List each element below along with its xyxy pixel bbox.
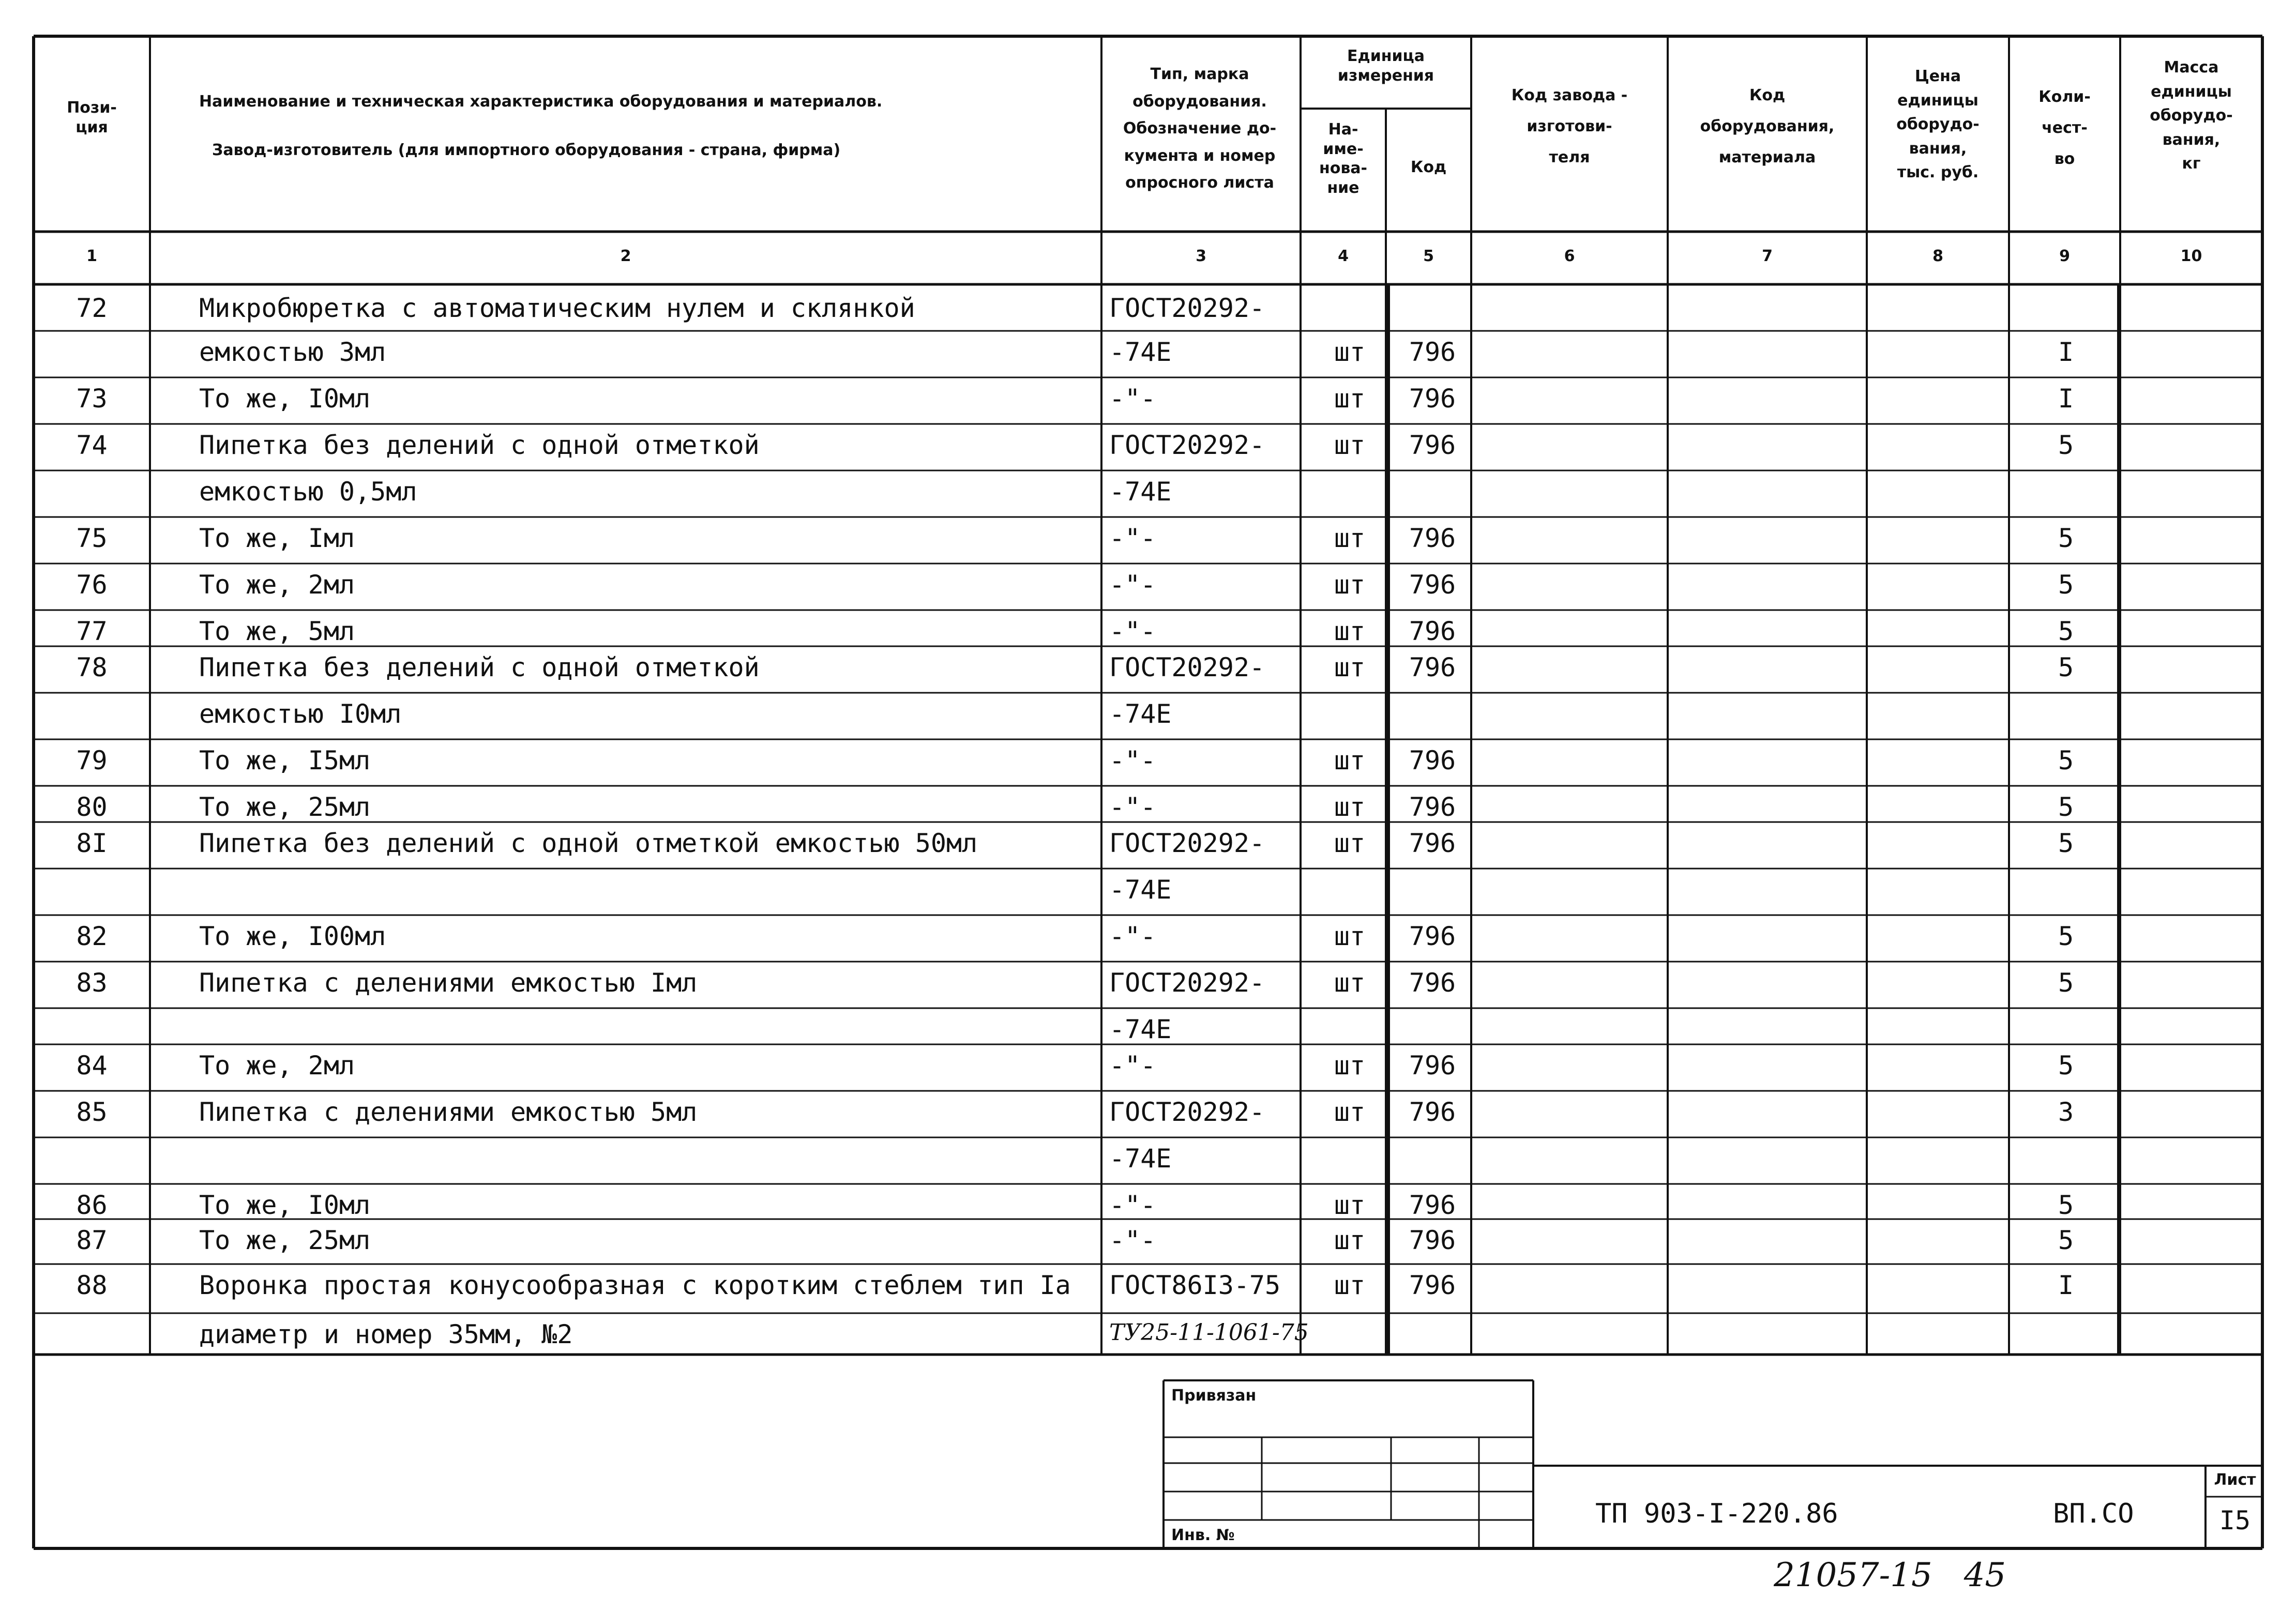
cell-doc: ГОСТ20292- [1109, 828, 1265, 858]
cell-name: Пипетка без делений с одной отметкой [199, 652, 760, 682]
cell-code: 796 [1409, 430, 1456, 460]
cell-doc: ГОСТ86I3-75 [1109, 1270, 1281, 1300]
column-number: 9 [2059, 247, 2070, 265]
cell-qty: 5 [2058, 616, 2074, 646]
cell-qty: 5 [2058, 523, 2074, 553]
cell-unit: шт [1334, 652, 1366, 682]
cell-name: То же, I0мл [199, 384, 371, 414]
cell-pos: 8I [76, 828, 108, 858]
header-equipment-code: Код оборудования, материала [1700, 86, 1835, 166]
column-number: 7 [1762, 247, 1773, 265]
cell-doc: -74Е [1109, 699, 1172, 729]
header-position: Пози- ция [67, 99, 117, 136]
cell-name: То же, Iмл [199, 523, 355, 553]
cell-unit: шт [1334, 570, 1366, 600]
column-number: 10 [2180, 247, 2202, 265]
cell-qty: 5 [2058, 968, 2074, 998]
column-number: 5 [1423, 247, 1434, 265]
cell-doc: ГОСТ20292- [1109, 430, 1265, 460]
cell-doc: -74Е [1109, 477, 1172, 507]
cell-pos: 79 [76, 746, 108, 775]
cell-name: То же, I00мл [199, 921, 386, 951]
cell-qty: 5 [2058, 1225, 2074, 1255]
cell-name: Пипетка без делений с одной отметкой [199, 430, 760, 460]
cell-qty: 3 [2058, 1097, 2074, 1127]
cell-code: 796 [1409, 792, 1456, 822]
cell-pos: 74 [76, 430, 108, 460]
cell-qty: I [2058, 384, 2074, 414]
cell-name: То же, 5мл [199, 616, 355, 646]
column-number: 6 [1564, 247, 1575, 265]
stamp-designation: ТП 903-I-220.86 [1595, 1498, 1838, 1529]
column-number: 8 [1932, 247, 1943, 265]
cell-name: Микробюретка с автоматическим нулем и склянкой [199, 293, 915, 323]
cell-pos: 76 [76, 570, 108, 600]
header-name-line1: Наименование и техническая характеристика оборудования и материалов. [199, 93, 883, 111]
header-manufacturer-code: Код завода - изготови- теля [1511, 86, 1628, 166]
cell-code: 796 [1409, 652, 1456, 682]
cell-code: 796 [1409, 1190, 1456, 1220]
cell-unit: шт [1334, 921, 1366, 951]
header-unit-group: Единица измерения [1337, 47, 1434, 85]
column-number: 1 [86, 247, 97, 265]
stamp-inv-number: Инв. № [1171, 1526, 1235, 1544]
cell-unit: шт [1334, 384, 1366, 414]
cell-code: 796 [1409, 1097, 1456, 1127]
column-number: 4 [1338, 247, 1349, 265]
cell-doc: ГОСТ20292- [1109, 652, 1265, 682]
stamp-privyazan: Привязан [1171, 1387, 1257, 1405]
cell-qty: 5 [2058, 1051, 2074, 1081]
cell-pos: 72 [76, 293, 108, 323]
cell-name: То же, I5мл [199, 746, 371, 775]
cell-name: диаметр и номер 35мм, №2 [199, 1319, 573, 1349]
cell-doc: ГОСТ20292- [1109, 968, 1265, 998]
stamp-list-number: I5 [2219, 1505, 2251, 1535]
cell-doc: ГОСТ20292- [1109, 1097, 1265, 1127]
header-mass: Масса единицы оборудо- вания, кг [2150, 58, 2233, 173]
header-type-doc: Тип, марка оборудования. Обозначение до- кумента и номер опросного листа [1123, 65, 1277, 192]
cell-code: 796 [1409, 1225, 1456, 1255]
stamp-section: ВП.СО [2053, 1498, 2134, 1529]
cell-code: 796 [1409, 337, 1456, 367]
cell-doc: -74Е [1109, 875, 1172, 905]
cell-unit: шт [1334, 337, 1366, 367]
cell-pos: 85 [76, 1097, 108, 1127]
cell-doc: -"- [1109, 616, 1156, 646]
cell-qty: 5 [2058, 921, 2074, 951]
cell-qty: 5 [2058, 652, 2074, 682]
cell-code: 796 [1409, 384, 1456, 414]
cell-pos: 80 [76, 792, 108, 822]
cell-qty: 5 [2058, 570, 2074, 600]
cell-name: То же, 25мл [199, 792, 371, 822]
cell-doc: -"- [1109, 570, 1156, 600]
cell-code: 796 [1409, 1270, 1456, 1300]
cell-doc: -"- [1109, 792, 1156, 822]
cell-pos: 86 [76, 1190, 108, 1220]
cell-pos: 88 [76, 1270, 108, 1300]
cell-name: Пипетка без делений с одной отметкой емкостью 50мл [199, 828, 978, 858]
column-number: 2 [620, 247, 631, 265]
cell-name: Пипетка с делениями емкостью 5мл [199, 1097, 698, 1127]
cell-pos: 87 [76, 1225, 108, 1255]
cell-doc: -"- [1109, 746, 1156, 775]
cell-unit: шт [1334, 1225, 1366, 1255]
cell-doc: -74Е [1109, 337, 1172, 367]
cell-name: То же, 25мл [199, 1225, 371, 1255]
cell-unit: шт [1334, 746, 1366, 775]
cell-code: 796 [1409, 968, 1456, 998]
cell-unit: шт [1334, 1097, 1366, 1127]
cell-doc: -"- [1109, 1051, 1156, 1081]
cell-pos: 84 [76, 1051, 108, 1081]
stamp-list-label: Лист [2214, 1471, 2256, 1489]
cell-qty: 5 [2058, 1190, 2074, 1220]
cell-code: 796 [1409, 746, 1456, 775]
cell-name: Пипетка с делениями емкостью Iмл [199, 968, 698, 998]
cell-unit: шт [1334, 616, 1366, 646]
cell-unit: шт [1334, 1051, 1366, 1081]
cell-unit: шт [1334, 828, 1366, 858]
cell-pos: 77 [76, 616, 108, 646]
cell-doc: ТУ25-11-1061-75 [1109, 1319, 1309, 1346]
cell-unit: шт [1334, 792, 1366, 822]
cell-doc: -"- [1109, 523, 1156, 553]
cell-name: То же, 2мл [199, 1051, 355, 1081]
cell-doc: -"- [1109, 1225, 1156, 1255]
footer-handwritten-note: 21057-15 45 [1774, 1556, 2006, 1594]
cell-qty: 5 [2058, 792, 2074, 822]
cell-code: 796 [1409, 570, 1456, 600]
cell-doc: -74Е [1109, 1014, 1172, 1044]
cell-doc: -"- [1109, 921, 1156, 951]
cell-qty: 5 [2058, 430, 2074, 460]
cell-code: 796 [1409, 921, 1456, 951]
header-unit-code: Код [1410, 158, 1447, 176]
header-quantity: Коли- чест- во [2038, 88, 2091, 168]
column-number: 3 [1196, 247, 1206, 265]
cell-qty: I [2058, 337, 2074, 367]
cell-name: То же, I0мл [199, 1190, 371, 1220]
cell-unit: шт [1334, 968, 1366, 998]
cell-pos: 78 [76, 652, 108, 682]
cell-code: 796 [1409, 1051, 1456, 1081]
cell-doc: ГОСТ20292- [1109, 293, 1265, 323]
cell-qty: 5 [2058, 746, 2074, 775]
cell-doc: -"- [1109, 1190, 1156, 1220]
cell-unit: шт [1334, 523, 1366, 553]
cell-name: Воронка простая конусообразная с коротким стеблем тип Iа [199, 1270, 1071, 1300]
cell-pos: 75 [76, 523, 108, 553]
cell-name: То же, 2мл [199, 570, 355, 600]
cell-name: емкостью 0,5мл [199, 477, 417, 507]
cell-code: 796 [1409, 828, 1456, 858]
cell-unit: шт [1334, 430, 1366, 460]
cell-doc: -74Е [1109, 1144, 1172, 1174]
cell-name: емкостью I0мл [199, 699, 402, 729]
header-name-line2: Завод-изготовитель (для импортного оборудования - страна, фирма) [212, 141, 841, 159]
cell-pos: 82 [76, 921, 108, 951]
cell-code: 796 [1409, 523, 1456, 553]
cell-unit: шт [1334, 1190, 1366, 1220]
cell-unit: шт [1334, 1270, 1366, 1300]
header-price: Цена единицы оборудо- вания, тыс. руб. [1896, 67, 1980, 181]
header-unit-name: На- име- нова- ние [1319, 120, 1368, 197]
cell-doc: -"- [1109, 384, 1156, 414]
cell-qty: I [2058, 1270, 2074, 1300]
cell-pos: 73 [76, 384, 108, 414]
cell-pos: 83 [76, 968, 108, 998]
cell-qty: 5 [2058, 828, 2074, 858]
cell-code: 796 [1409, 616, 1456, 646]
cell-name: емкостью 3мл [199, 337, 386, 367]
